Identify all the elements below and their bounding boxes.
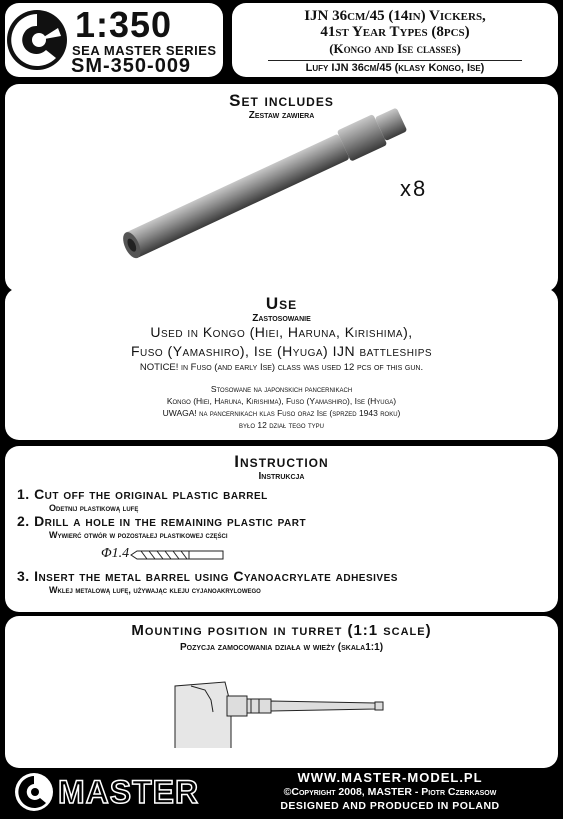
made-in-text: DESIGNED AND PRODUCED IN POLAND [280, 800, 500, 812]
header-divider [268, 60, 522, 61]
use-notice: NOTICE! in Fuso (and early Ise) class was used 12 pcs of this gun. [139, 362, 424, 373]
product-subtitle: Lufy IJN 36cm/45 (klasy Kongo, Ise) [305, 62, 485, 74]
use-pl-line3: UWAGA! na pancernikach klas Fuso oraz Ise (sprzed 1943 roku) [162, 408, 401, 418]
drill-size-label: Φ1.4 [101, 546, 130, 561]
use-line1: Used in Kongo (Hiei, Haruna, Kirishima), [150, 324, 413, 340]
footer-logo [14, 772, 214, 812]
product-title-line1: IJN 36cm/45 (14in) Vickers, [304, 8, 486, 24]
use-subtitle: Zastosowanie [252, 313, 311, 324]
header-left-panel [5, 3, 223, 77]
step1-pl-text: Odetnij plastikową lufę [49, 503, 139, 513]
use-pl-line1: Stosowane na japonskich pancernikach [210, 384, 353, 394]
scale-label: 1:350 [75, 4, 173, 45]
use-panel [5, 288, 558, 440]
turret-diagram [165, 676, 405, 756]
product-title-line3: (Kongo and Ise classes) [329, 41, 461, 56]
series-label: SEA MASTER SERIES [72, 43, 217, 58]
mounting-panel [5, 616, 558, 768]
quantity-label: x8 [400, 176, 428, 201]
use-line2: Fuso (Yamashiro), Ise (Hyuga) IJN battleships [130, 343, 433, 359]
use-pl-line4: było 12 dział tego typu [239, 420, 324, 430]
brand-name: MASTER [58, 774, 200, 810]
header-right-panel [232, 3, 558, 77]
gun-barrel-image [110, 106, 450, 276]
use-pl-line2: Kongo (Hiei, Haruna, Kirishima), Fuso (Yamashiro), Ise (Hyuga) [166, 396, 397, 406]
set-includes-subtitle: Zestaw zawiera [248, 110, 315, 121]
website-url: WWW.MASTER-MODEL.PL [297, 770, 483, 785]
product-code: SM-350-009 [71, 55, 192, 77]
mounting-title: Mounting position in turret (1:1 scale) [131, 622, 432, 639]
step3-text: 3. Insert the metal barrel using Cyanoacrylate adhesives [17, 568, 398, 584]
mounting-subtitle: Pozycja zamocowania działa w wieży (skala1:1) [179, 642, 384, 653]
master-footer-logo-icon [14, 772, 54, 812]
copyright-text: ©Copyright 2008, MASTER - Piotr Czerkasow [283, 786, 497, 798]
step2-pl-text: Wywierć otwór w pozostałej plastikowej części [49, 530, 228, 540]
instruction-title: Instruction [234, 452, 329, 471]
instruction-panel [5, 446, 558, 612]
set-includes-title: Set includes [229, 91, 334, 110]
step2-text: 2. Drill a hole in the remaining plastic part [17, 513, 307, 529]
product-title-line2: 41st Year Types (8pcs) [320, 24, 470, 40]
drill-bit-icon [129, 548, 225, 562]
set-includes-panel [5, 84, 558, 292]
step3-pl-text: Wklej metalową lufę, używając kleju cyjanoakrylowego [49, 585, 261, 595]
use-title: Use [265, 294, 298, 313]
instruction-subtitle: Instrukcja [258, 471, 305, 482]
step1-text: 1. Cut off the original plastic barrel [17, 486, 268, 502]
master-logo-icon [6, 6, 68, 74]
